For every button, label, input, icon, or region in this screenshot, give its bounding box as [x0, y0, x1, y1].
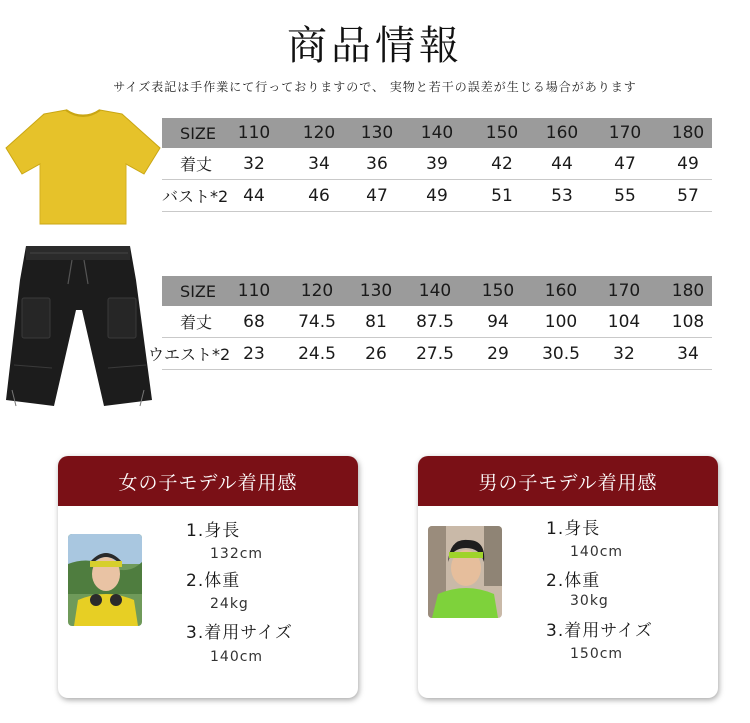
height-label: 1.身長 — [186, 521, 241, 541]
header-label: SIZE — [180, 281, 216, 301]
table-header-row — [162, 118, 712, 148]
value-cell: 47 — [366, 185, 388, 206]
boy-model-photo — [428, 526, 502, 618]
value-cell: 23 — [243, 343, 265, 364]
value-cell: 53 — [551, 185, 573, 206]
pants-size-table — [148, 276, 712, 370]
height-value: 140cm — [570, 544, 624, 560]
table-row — [162, 148, 712, 180]
boy-model-card — [418, 456, 718, 698]
size-cell: 140 — [418, 281, 452, 301]
value-cell: 44 — [243, 185, 265, 206]
value-cell: 81 — [365, 311, 387, 332]
value-cell: 32 — [243, 153, 265, 174]
worn-size-label: 3.着用サイズ — [186, 623, 293, 643]
height-value: 132cm — [210, 546, 264, 562]
value-cell: 104 — [607, 311, 641, 332]
size-cell: 170 — [607, 281, 641, 301]
table-row — [162, 180, 712, 212]
cargo-pants-image — [4, 240, 154, 410]
value-cell: 57 — [677, 185, 699, 206]
girl-model-photo — [68, 534, 142, 626]
weight-value: 24kg — [210, 596, 249, 612]
value-cell: 32 — [613, 343, 635, 364]
worn-size-label: 3.着用サイズ — [546, 621, 653, 641]
size-cell: 140 — [420, 123, 454, 143]
header-label: SIZE — [180, 123, 216, 143]
row-label: バスト*2 — [162, 187, 229, 206]
value-cell: 27.5 — [416, 343, 454, 364]
card-header: 女の子モデル着用感 — [58, 456, 358, 506]
value-cell: 26 — [365, 343, 387, 364]
row-label: 着丈 — [180, 155, 213, 174]
weight-value: 30kg — [570, 593, 609, 609]
size-cell: 180 — [671, 281, 705, 301]
page-title: 商品情報 — [287, 23, 463, 69]
size-cell: 120 — [302, 123, 336, 143]
table-header-row — [162, 276, 712, 306]
size-disclaimer: サイズ表記は手作業にて行っておりますので、 実物と若干の誤差が生じる場合があります — [113, 80, 637, 94]
value-cell: 47 — [614, 153, 636, 174]
value-cell: 29 — [487, 343, 509, 364]
value-cell: 51 — [491, 185, 513, 206]
size-cell: 160 — [545, 123, 579, 143]
size-cell: 170 — [608, 123, 642, 143]
row-label: 着丈 — [180, 313, 213, 332]
value-cell: 44 — [551, 153, 573, 174]
size-cell: 110 — [237, 281, 271, 301]
value-cell: 24.5 — [298, 343, 336, 364]
girl-model-card — [58, 456, 358, 698]
row-label: ウエスト*2 — [148, 345, 231, 364]
weight-label: 2.体重 — [546, 571, 601, 591]
value-cell: 46 — [308, 185, 330, 206]
tops-size-table — [162, 118, 712, 212]
size-cell: 120 — [300, 281, 334, 301]
size-cell: 110 — [237, 123, 271, 143]
table-row — [148, 338, 712, 370]
card-header: 男の子モデル着用感 — [418, 456, 718, 506]
value-cell: 100 — [544, 311, 578, 332]
value-cell: 49 — [677, 153, 699, 174]
worn-size-value: 140cm — [210, 649, 264, 665]
value-cell: 49 — [426, 185, 448, 206]
size-cell: 180 — [671, 123, 705, 143]
worn-size-value: 150cm — [570, 646, 624, 662]
value-cell: 34 — [308, 153, 330, 174]
value-cell: 94 — [487, 311, 509, 332]
size-cell: 150 — [481, 281, 515, 301]
tshirt-image — [4, 108, 162, 226]
value-cell: 55 — [614, 185, 636, 206]
size-cell: 160 — [544, 281, 578, 301]
table-row — [162, 306, 712, 338]
value-cell: 39 — [426, 153, 448, 174]
size-cell: 130 — [360, 123, 394, 143]
value-cell: 74.5 — [298, 311, 336, 332]
value-cell: 108 — [671, 311, 705, 332]
value-cell: 68 — [243, 311, 265, 332]
value-cell: 42 — [491, 153, 513, 174]
value-cell: 34 — [677, 343, 699, 364]
value-cell: 30.5 — [542, 343, 580, 364]
size-cell: 150 — [485, 123, 519, 143]
value-cell: 87.5 — [416, 311, 454, 332]
height-label: 1.身長 — [546, 519, 601, 539]
value-cell: 36 — [366, 153, 388, 174]
weight-label: 2.体重 — [186, 571, 241, 591]
size-cell: 130 — [359, 281, 393, 301]
